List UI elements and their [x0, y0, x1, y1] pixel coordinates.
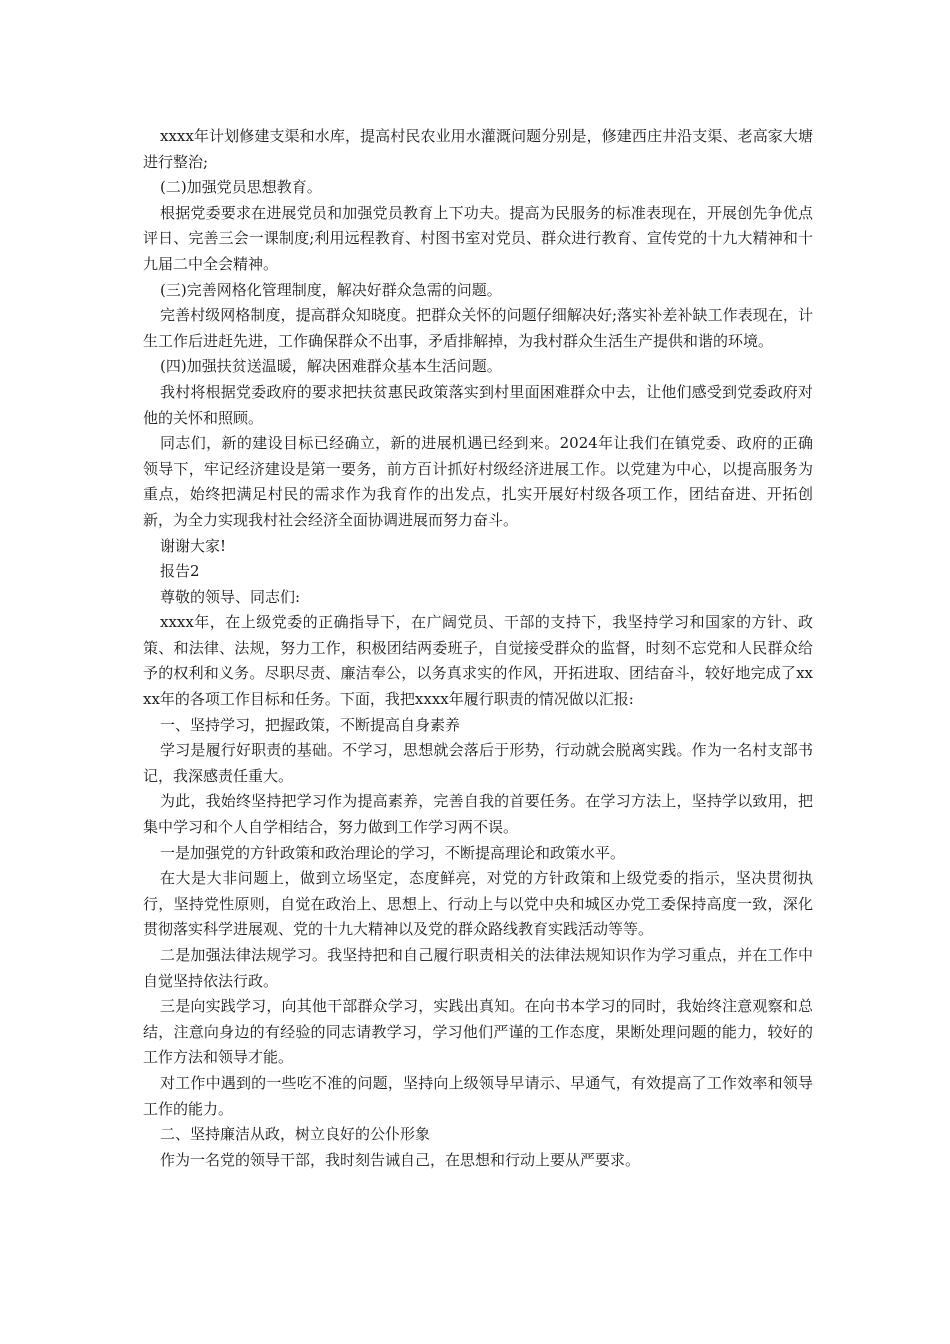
closing-line: 谢谢大家! [160, 536, 227, 555]
paragraph: xxxx年，在上级党委的正确指导下，在广阔党员、干部的支持下，我坚持学习和国家的方针、政策、和法律、法规，努力工作，积极团结两委班子，自觉接受群众的监督，时刻不忘党和人民群众给予的权利和义务。尽职尽责、廉洁奉公，以务真求实的作风，开拓进取、团结奋斗，较好地完成了xxxx年的各项工作目标和任务。下面，我把xxxx年履行职责的情况做以汇报: [143, 613, 813, 709]
paragraph: 作为一名党的领导干部，我时刻告诫自己，在思想和行动上要从严要求。 [160, 1150, 641, 1169]
report-title: 报告2 [160, 562, 200, 581]
paragraph: 二是加强法律法规学习。我坚持把和自己履行职责相关的法律法规知识作为学习重点，并在工作中自觉坚持依法行政。 [143, 946, 813, 990]
paragraph: 完善村级网格制度，提高群众知晓度。把群众关怀的问题仔细解决好;落实补差补缺工作表现在，计生工作后进赶先进，工作确保群众不出事，矛盾排解掉，为我村群众生活生产提供和谐的环境。 [143, 306, 813, 350]
paragraph: 一是加强党的方针政策和政治理论的学习，不断提高理论和政策水平。 [160, 843, 626, 862]
section-heading: 二、坚持廉洁从政，树立良好的公仆形象 [160, 1125, 431, 1144]
paragraph: 对工作中遇到的一些吃不准的问题，坚持向上级领导早请示、早通气，有效提高了工作效率和领导工作的能力。 [143, 1073, 813, 1118]
section-heading: (三)完善网格化管理制度，解决好群众急需的问题。 [160, 280, 502, 299]
paragraph: 学习是履行好职责的基础。不学习，思想就会落后于形势，行动就会脱离实践。作为一名村支部书记，我深感责任重大。 [143, 741, 813, 785]
paragraph: 同志们，新的建设目标已经确立，新的进展机遇已经到来。2024年让我们在镇党委、政府的正确领导下，牢记经济建设是第一要务，前方百计抓好村级经济进展工作。以党建为中心，以提高服务为重点，始终把满足村民的需求作为我育作的出发点，扎实开展好村级各项工作，团结奋进、开拓创新，为全力实现我村社会经济全面协调进展而努力奋斗。 [143, 434, 813, 529]
paragraph: 根据党委要求在进展党员和加强党员教育上下功夫。提高为民服务的标准表现在，开展创先争优点评日、完善三会一课制度;利用远程教育、村图书室对党员、群众进行教育、宣传党的十九大精神和十九届二中全会精神。 [143, 203, 813, 273]
section-heading: (四)加强扶贫送温暖，解决困难群众基本生活问题。 [160, 357, 502, 376]
paragraph: xxxx年计划修建支渠和水库，提高村民农业用水灌溉问题分别是，修建西庄井沿支渠、老高家大塘进行整治; [143, 127, 813, 171]
paragraph: 我村将根据党委政府的要求把扶贫惠民政策落实到村里面困难群众中去，让他们感受到党委政府对他的关怀和照顾。 [143, 382, 813, 427]
document-body [143, 124, 813, 1173]
salutation: 尊敬的领导、同志们: [160, 587, 301, 606]
section-heading: (二)加强党员思想教育。 [160, 178, 322, 197]
paragraph: 为此，我始终坚持把学习作为提高素养，完善自我的首要任务。在学习方法上，坚持学以致用，把集中学习和个人自学相结合，努力做到工作学习两不误。 [143, 792, 813, 837]
section-heading: 一、坚持学习，把握政策，不断提高自身素养 [160, 715, 461, 734]
paragraph: 三是向实践学习，向其他干部群众学习，实践出真知。在向书本学习的同时，我始终注意观察和总结，注意向身边的有经验的同志请教学习，学习他们严谨的工作态度，果断处理问题的能力，较好的工作方法和领导才能。 [143, 997, 813, 1067]
paragraph: 在大是大非问题上，做到立场坚定，态度鲜亮，对党的方针政策和上级党委的指示，坚决贯彻执行，坚持党性原则，自觉在政治上、思想上、行动上与以党中央和城区办党工委保持高度一致，深化贯彻落实科学进展观、党的十九大精神以及党的群众路线教育实践活动等等。 [143, 869, 813, 939]
